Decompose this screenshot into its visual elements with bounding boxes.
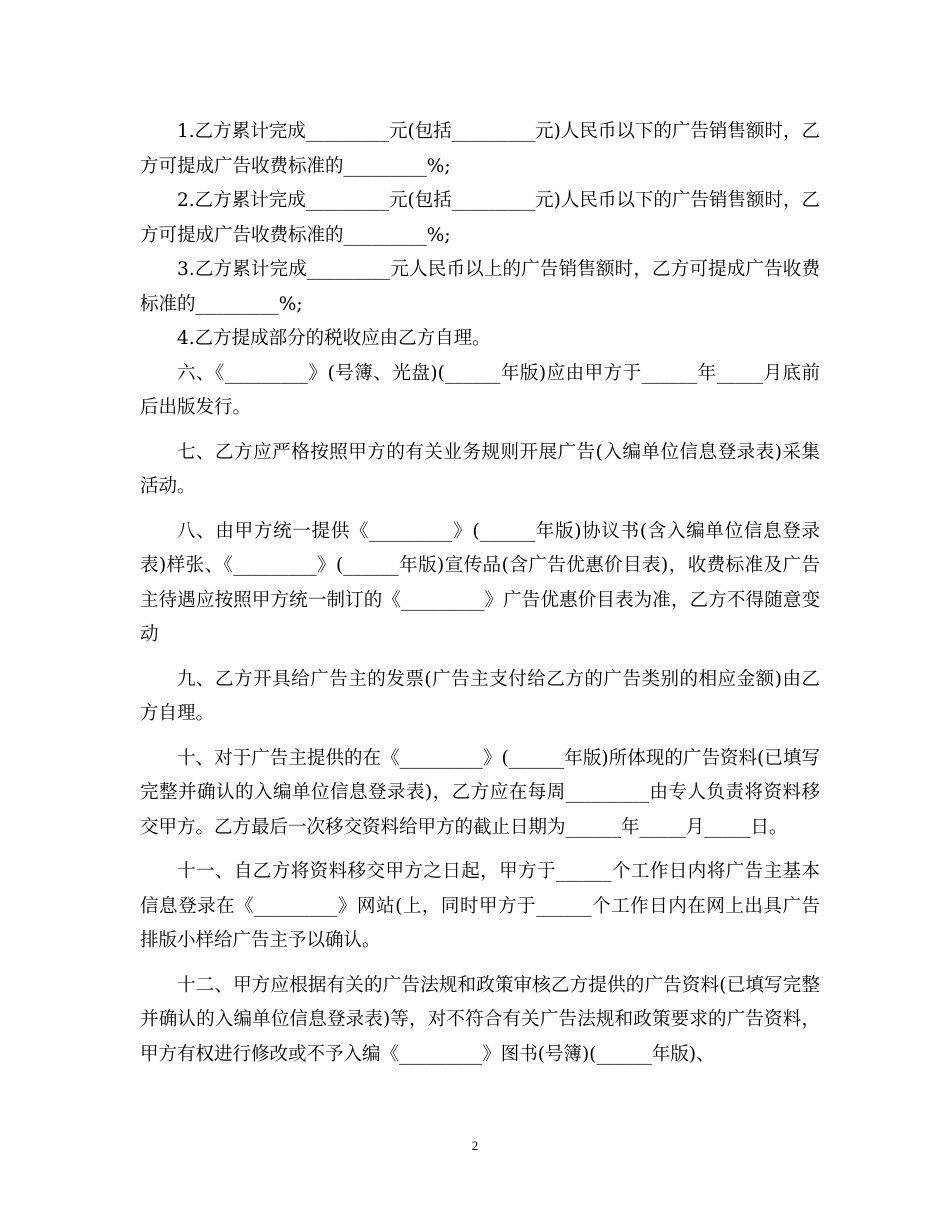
clause-9: 九、乙方开具给广告主的发票(广告主支付给乙方的广告类别的相应金额)由乙方自理。 [140, 668, 820, 724]
clause-8: 八、由甲方统一提供《_________》(______年版)协议书(含入编单位信息登录表)样张、《_________》(______年版)宣传品(含广告优惠价目表)，收费标准及广告主待遇应按照甲方统一制订的《_________》广告优惠价目表为准，乙方不得随意变动 [140, 520, 820, 645]
clause-6: 六、《_________》(号簿、光盘)(______年版)应由甲方于______年_____月底前后出版发行。 [140, 362, 820, 418]
clause-5-item-1: 1.乙方累计完成_________元(包括_________元)人民币以下的广告销售额时，乙方可提成广告收费标准的_________%; [140, 121, 820, 177]
clause-5-item-3: 3.乙方累计完成_________元人民币以上的广告销售额时，乙方可提成广告收费标准的_________%; [140, 259, 820, 315]
clause-11: 十一、自乙方将资料移交甲方之日起，甲方于______个工作日内将广告主基本信息登录在《_________》网站(上，同时甲方于______个工作日内在网上出具广告排版小样给广告主予以确认。 [140, 861, 820, 951]
clause-5-item-2: 2.乙方累计完成_________元(包括_________元)人民币以下的广告销售额时，乙方可提成广告收费标准的_________%; [140, 190, 820, 246]
clause-10: 十、对于广告主提供的在《_________》(______年版)所体现的广告资料(已填写完整并确认的入编单位信息登录表)，乙方应在每周_________由专人负责将资料移交甲方。乙方最后一次移交资料给甲方的截止日期为______年_____月_____日。 [140, 747, 820, 838]
document-body [140, 115, 820, 1072]
clause-5-item-4: 4.乙方提成部分的税收应由乙方自理。 [177, 328, 491, 349]
clause-7: 七、乙方应严格按照甲方的有关业务规则开展广告(入编单位信息登录表)采集活动。 [140, 441, 820, 497]
clause-12: 十二、甲方应根据有关的广告法规和政策审核乙方提供的广告资料(已填写完整并确认的入编单位信息登录表)等，对不符合有关广告法规和政策要求的广告资料，甲方有权进行修改或不予入编《_________》图书(号簿)(______年版)、 [140, 974, 820, 1065]
page-number: 2 [471, 1138, 479, 1153]
